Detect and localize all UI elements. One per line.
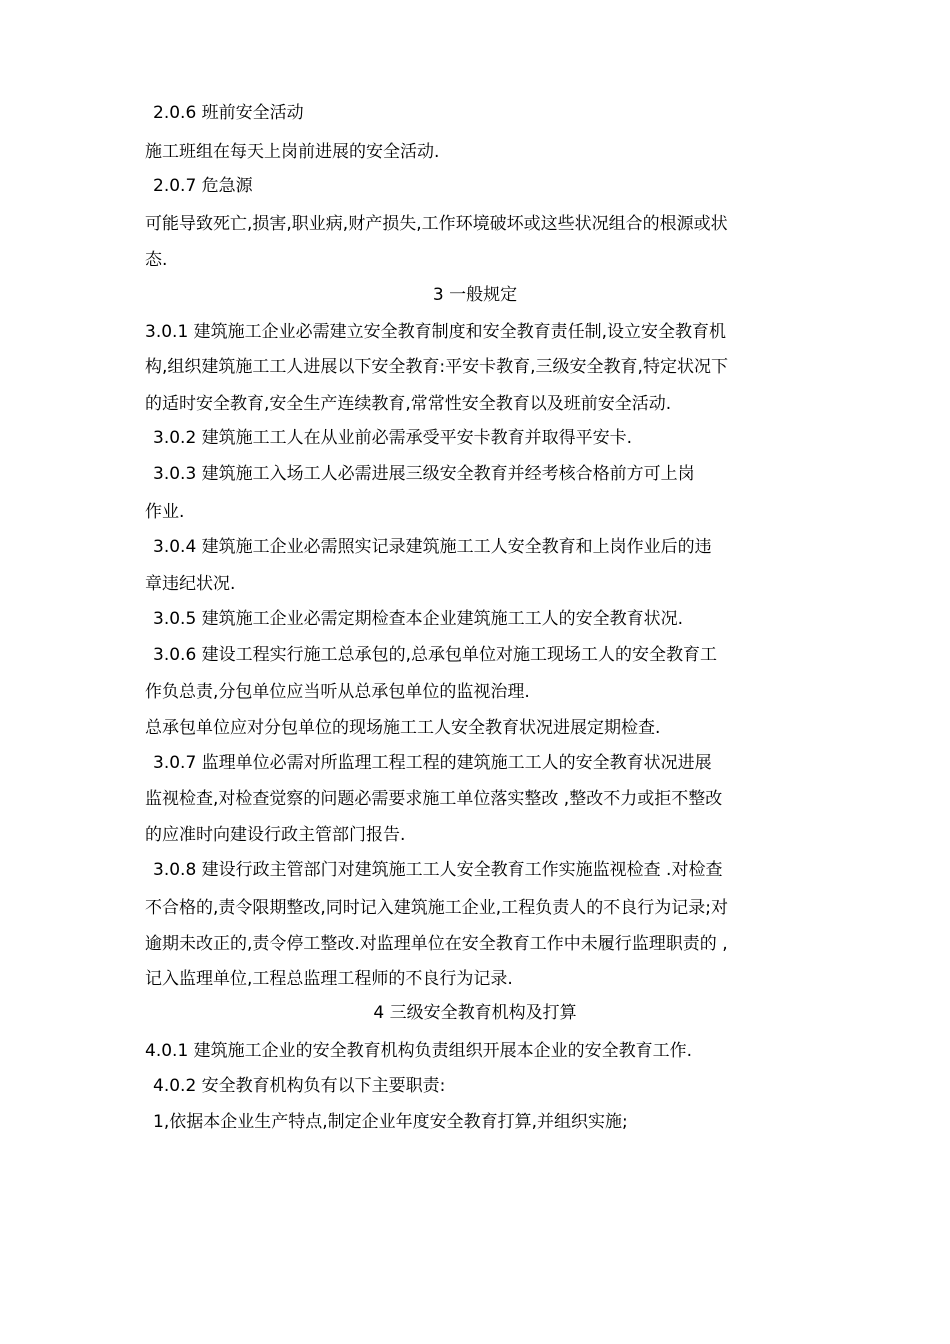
paragraph-line: 监视检查,对检查觉察的问题必需要求施工单位落实整改 ,整改不力或拒不整改 <box>145 789 723 809</box>
paragraph-line: 总承包单位应对分包单位的现场施工工人安全教育状况进展定期检查. <box>145 718 661 738</box>
paragraph-line: 逾期未改正的,责令停工整改.对监理单位在安全教育工作中未履行监理职责的 , <box>145 934 728 954</box>
paragraph-line: 态. <box>145 250 168 270</box>
section-3-title: 3 一般规定 <box>432 285 518 305</box>
clause-4-0-1: 4.0.1 建筑施工企业的安全教育机构负责组织开展本企业的安全教育工作. <box>145 1041 693 1061</box>
clause-2-0-6-heading: 2.0.6 班前安全活动 <box>153 103 304 123</box>
clause-3-0-1: 3.0.1 建筑施工企业必需建立安全教育制度和安全教育责任制,设立安全教育机 <box>145 322 727 342</box>
clause-3-0-4: 3.0.4 建筑施工企业必需照实记录建筑施工工人安全教育和上岗作业后的违 <box>153 537 712 557</box>
paragraph-line: 的适时安全教育,安全生产连续教育,常常性安全教育以及班前安全活动. <box>145 394 672 414</box>
clause-3-0-5: 3.0.5 建筑施工企业必需定期检查本企业建筑施工工人的安全教育状况. <box>153 609 684 629</box>
paragraph-line: 不合格的,责令限期整改,同时记入建筑施工企业,工程负责人的不良行为记录;对 <box>145 898 728 918</box>
paragraph-line: 构,组织建筑施工工人进展以下安全教育:平安卡教育,三级安全教育,特定状况下 <box>145 357 728 377</box>
paragraph-line: 的应准时向建设行政主管部门报告. <box>145 825 406 845</box>
clause-2-0-7-heading: 2.0.7 危急源 <box>153 176 253 196</box>
section-4-title: 4 三级安全教育机构及打算 <box>373 1003 577 1023</box>
paragraph-line: 可能导致死亡,损害,职业病,财产损失,工作环境破坏或这些状况组合的根源或状 <box>145 214 728 234</box>
paragraph-line: 作业. <box>145 502 185 522</box>
list-item-1: 1,依据本企业生产特点,制定企业年度安全教育打算,并组织实施; <box>153 1112 628 1132</box>
clause-3-0-3: 3.0.3 建筑施工入场工人必需进展三级安全教育并经考核合格前方可上岗 <box>153 464 695 484</box>
paragraph-line: 作负总责,分包单位应当听从总承包单位的监视治理. <box>145 682 530 702</box>
clause-3-0-2: 3.0.2 建筑施工工人在从业前必需承受平安卡教育并取得平安卡. <box>153 428 633 448</box>
clause-4-0-2: 4.0.2 安全教育机构负有以下主要职责: <box>153 1076 446 1096</box>
paragraph-line: 施工班组在每天上岗前进展的安全活动. <box>145 142 440 162</box>
clause-3-0-7: 3.0.7 监理单位必需对所监理工程工程的建筑施工工人的安全教育状况进展 <box>153 753 712 773</box>
paragraph-line: 记入监理单位,工程总监理工程师的不良行为记录. <box>145 969 513 989</box>
paragraph-line: 章违纪状况. <box>145 574 236 594</box>
clause-3-0-8: 3.0.8 建设行政主管部门对建筑施工工人安全教育工作实施监视检查 .对检查 <box>153 860 723 880</box>
clause-3-0-6: 3.0.6 建设工程实行施工总承包的,总承包单位对施工现场工人的安全教育工 <box>153 645 718 665</box>
